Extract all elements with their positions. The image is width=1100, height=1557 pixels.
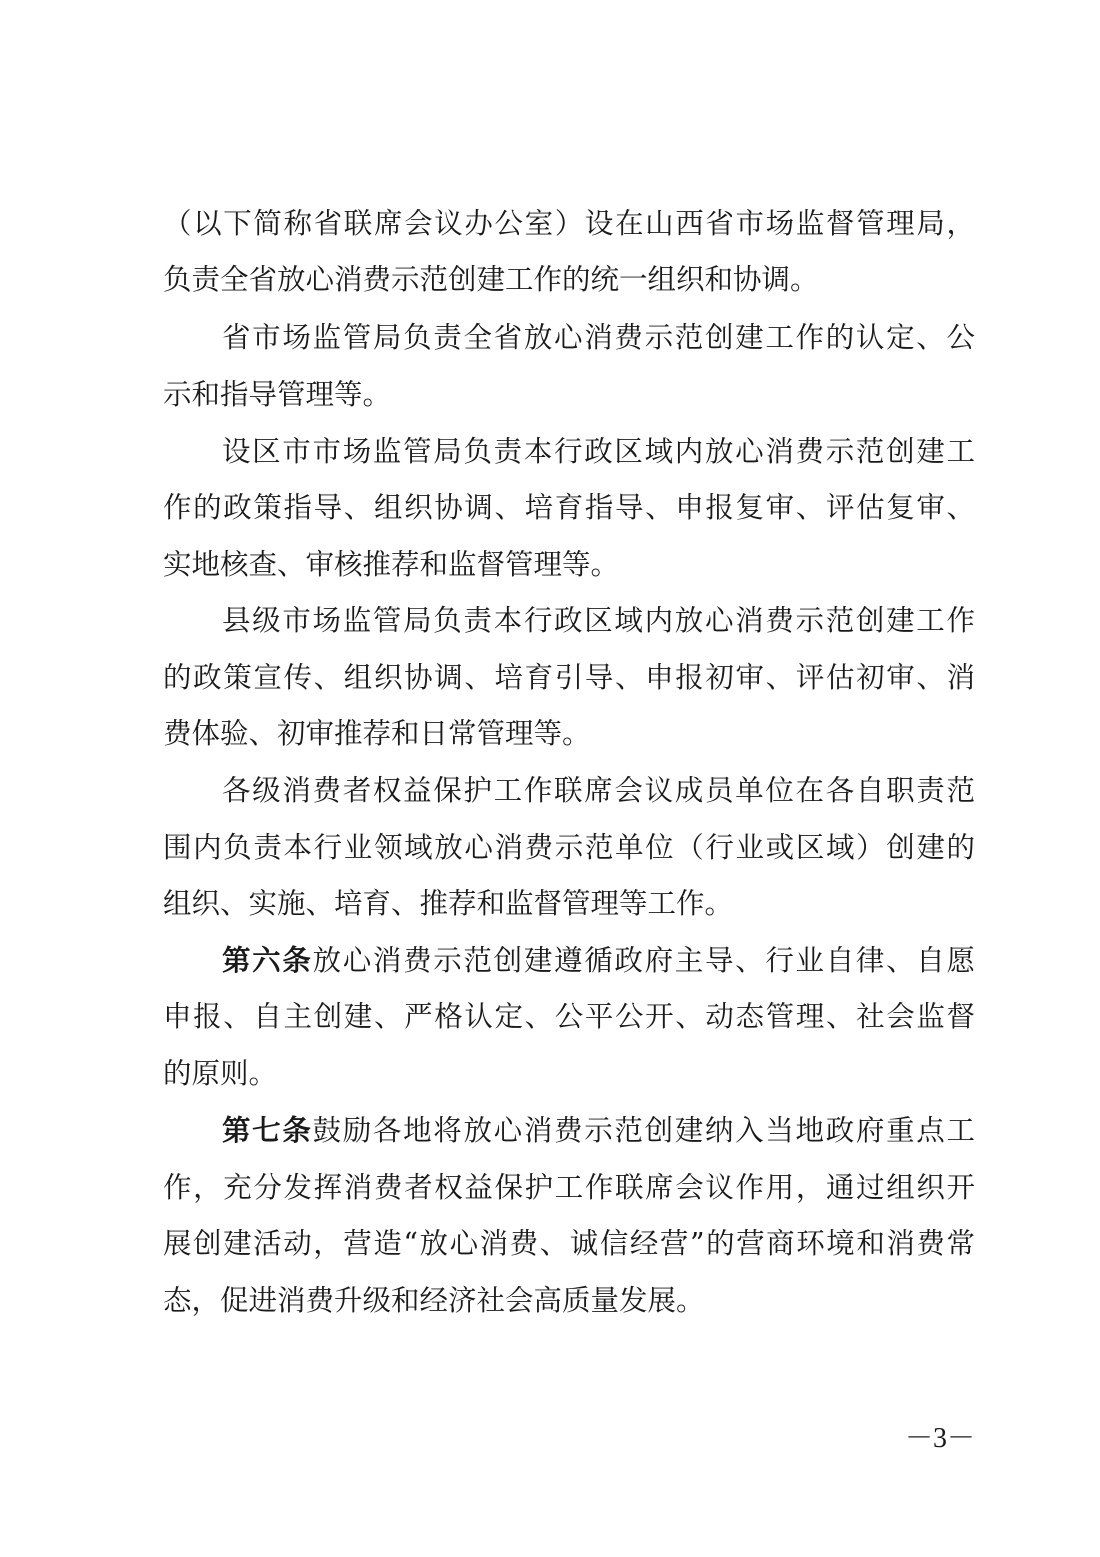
text-line-2: 负责全省放心消费示范创建工作的统一组织和协调。 [163,263,819,296]
text-line-5: 设区市市场监管局负责本行政区域内放心消费示范创建工 [222,435,975,468]
text-line-20: 态，促进消费升级和经济社会高质量发展。 [163,1284,705,1317]
text-line-12: 围内负责本行业领域放心消费示范单位（行业或区域）创建的 [163,831,975,864]
text-line-8: 县级市场监管局负责本行政区域内放心消费示范创建工作 [222,604,975,637]
text-line-10: 费体验、初审推荐和日常管理等。 [163,717,591,750]
text-line-19: 展创建活动，营造“放心消费、诚信经营”的营商环境和消费常 [163,1227,975,1260]
article-7-text: 鼓励各地将放心消费示范创建纳入当地政府重点工 [312,1114,975,1147]
text-line-18: 作，充分发挥消费者权益保护工作联席会议作用，通过组织开 [163,1171,975,1204]
article-7-heading: 第七条 [222,1114,313,1147]
article-6-first-line [222,941,975,981]
article-6-heading: 第六条 [222,944,313,977]
text-line-16: 的原则。 [163,1057,278,1090]
article-6-text: 放心消费示范创建遵循政府主导、行业自律、自愿 [312,944,975,977]
text-line-15: 申报、自主创建、严格认定、公平公开、动态管理、社会监督 [163,1000,975,1033]
text-line-4: 示和指导管理等。 [163,378,392,411]
text-line-9: 的政策宣传、组织协调、培育引导、申报初审、评估初审、消 [163,661,975,694]
text-line-6: 作的政策指导、组织协调、培育指导、申报复审、评估复审、 [163,491,975,524]
text-line-3: 省市场监管局负责全省放心消费示范创建工作的认定、公 [222,321,975,354]
text-line-13: 组织、实施、培育、推荐和监督管理等工作。 [163,887,734,920]
article-7-first-line [222,1111,975,1151]
text-line-1: （以下简称省联席会议办公室）设在山西省市场监督管理局， [163,207,975,240]
page-number: －3－ [905,1423,976,1454]
text-line-7: 实地核查、审核推荐和监督管理等。 [163,548,620,581]
text-line-11: 各级消费者权益保护工作联席会议成员单位在各自职责范 [222,774,975,807]
